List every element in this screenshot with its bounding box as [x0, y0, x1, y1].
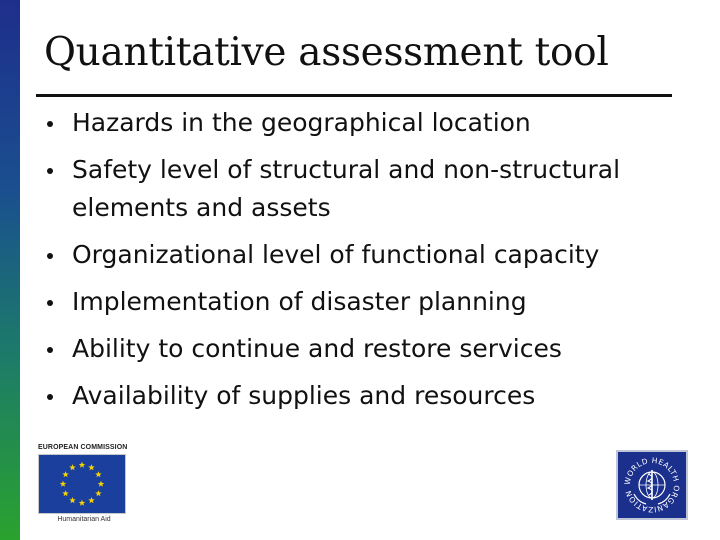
- eu-star-icon: [79, 462, 85, 468]
- european-commission-logo: [38, 444, 130, 526]
- bullet-dot-icon: [47, 168, 53, 174]
- bullet-text: Organizational level of functional capacity: [72, 240, 600, 269]
- bullet-dot-icon: [47, 394, 53, 400]
- eu-star-icon: [98, 481, 104, 487]
- eu-stars-icon: [39, 455, 125, 513]
- ec-caption: EUROPEAN COMMISSION: [38, 444, 128, 451]
- who-emblem-icon: [618, 452, 686, 518]
- svg-text:WORLD HEALTH ORGANIZATION: WORLD HEALTH ORGANIZATION: [622, 455, 682, 515]
- who-emblem-logo: [616, 450, 688, 520]
- bullet-item: [44, 377, 704, 415]
- bullet-item: [44, 236, 704, 274]
- bullet-dot-icon: [47, 121, 53, 127]
- bullet-item: [44, 283, 704, 321]
- bullet-item: [44, 330, 704, 368]
- bullet-dot-icon: [47, 300, 53, 306]
- eu-star-icon: [69, 497, 75, 503]
- title-underline: [36, 94, 672, 97]
- eu-star-icon: [79, 500, 85, 506]
- eu-star-icon: [62, 471, 68, 477]
- ec-subcaption: Humanitarian Aid: [57, 516, 111, 523]
- eu-star-icon: [95, 471, 101, 477]
- side-accent-bar: [0, 0, 20, 540]
- bullet-text: Implementation of disaster planning: [72, 287, 527, 316]
- slide-title: Quantitative assessment tool: [44, 30, 609, 75]
- bullet-text: Hazards in the geographical location: [72, 108, 531, 137]
- eu-star-icon: [88, 464, 94, 470]
- bullet-item: [44, 151, 704, 227]
- bullet-list: [44, 104, 704, 424]
- eu-star-icon: [95, 490, 101, 496]
- bullet-dot-icon: [47, 253, 53, 259]
- bullet-item: [44, 104, 704, 142]
- bullet-text: Availability of supplies and resources: [72, 381, 536, 410]
- bullet-text: Ability to continue and restore services: [72, 334, 562, 363]
- eu-star-icon: [60, 481, 66, 487]
- bullet-text: Safety level of structural and non-structural elements and assets: [72, 155, 621, 222]
- eu-star-icon: [69, 464, 75, 470]
- bullet-dot-icon: [47, 347, 53, 353]
- eu-flag-icon: [38, 454, 126, 514]
- eu-star-icon: [88, 497, 94, 503]
- eu-star-icon: [62, 490, 68, 496]
